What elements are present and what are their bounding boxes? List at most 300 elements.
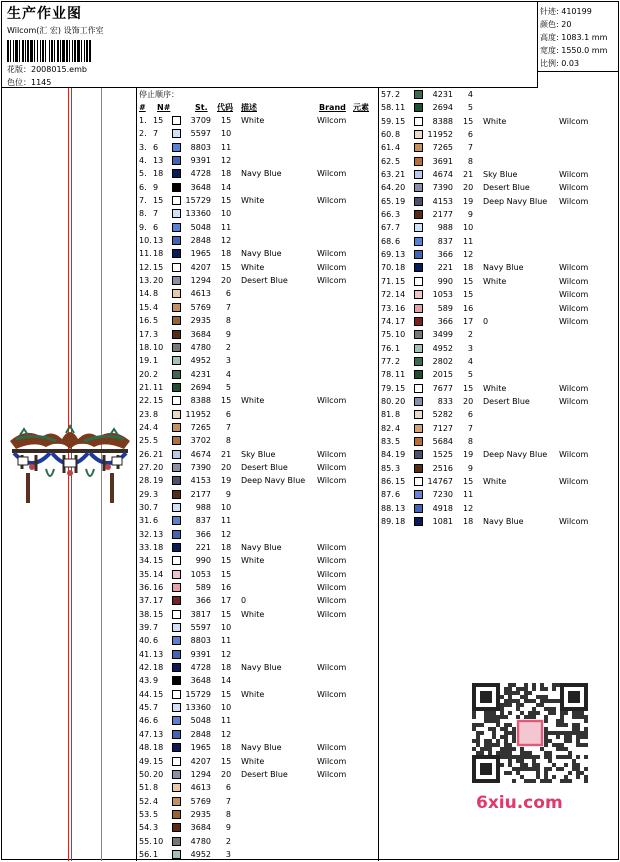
row-needle: 3	[395, 463, 401, 473]
row-code: 17	[463, 316, 474, 326]
table-row	[379, 115, 618, 128]
qr-module	[552, 743, 556, 747]
row-code: 5	[467, 370, 473, 380]
color-swatch	[172, 690, 181, 699]
row-code: 8	[467, 436, 473, 446]
table-row	[137, 808, 378, 821]
row-code: 9	[225, 329, 231, 339]
row-code: 4	[225, 369, 231, 379]
color-swatch	[172, 837, 181, 846]
row-description: Sky Blue	[241, 449, 276, 459]
row-index: 7.	[139, 196, 147, 206]
row-code: 3	[225, 849, 231, 859]
row-stitches: 2848	[190, 236, 211, 246]
qr-module	[572, 711, 576, 715]
row-needle: 5	[153, 436, 159, 446]
table-row	[379, 502, 618, 515]
row-index: 21.	[139, 382, 152, 392]
row-stitches: 3648	[190, 182, 211, 192]
row-needle: 18	[153, 663, 164, 673]
watermark-site: 6xiu.com	[476, 793, 563, 813]
qr-module	[556, 743, 560, 747]
row-index: 80.	[381, 396, 394, 406]
qr-module	[520, 703, 524, 707]
row-stitches: 7265	[190, 422, 211, 432]
row-description: White	[241, 556, 265, 566]
qr-module	[584, 755, 588, 759]
qr-module	[520, 767, 524, 771]
row-description: White	[483, 476, 507, 486]
row-stitches: 3499	[432, 330, 453, 340]
row-code: 2	[467, 330, 473, 340]
qr-module	[532, 763, 536, 767]
row-index: 34.	[139, 556, 152, 566]
table-row	[137, 434, 378, 447]
row-stitches: 3684	[190, 823, 211, 833]
color-swatch	[172, 276, 181, 285]
row-stitches: 589	[195, 583, 211, 593]
row-index: 50.	[139, 769, 152, 779]
row-needle: 11	[153, 382, 164, 392]
row-index: 88.	[381, 503, 394, 513]
qr-module	[512, 735, 516, 739]
qr-module	[504, 735, 508, 739]
qr-module	[552, 699, 556, 703]
col-header-index: #	[139, 103, 146, 112]
row-brand: Wilcom	[559, 383, 589, 393]
row-needle: 15	[395, 276, 406, 286]
qr-module	[572, 763, 576, 767]
table-row	[137, 127, 378, 140]
row-code: 15	[463, 476, 474, 486]
row-index: 41.	[139, 649, 152, 659]
qr-module	[564, 739, 568, 743]
row-needle: 4	[395, 143, 401, 153]
col-header-brand: Brand	[319, 103, 346, 112]
row-needle: 5	[395, 156, 401, 166]
row-stitches: 4728	[190, 663, 211, 673]
row-brand: Wilcom	[317, 449, 347, 459]
row-stitches: 4952	[190, 356, 211, 366]
row-needle: 4	[395, 423, 401, 433]
qr-module	[516, 755, 520, 759]
col-header-code: 代码	[217, 103, 233, 112]
row-index: 25.	[139, 436, 152, 446]
row-needle: 3	[395, 210, 401, 220]
row-needle: 11	[395, 370, 406, 380]
qr-module	[512, 755, 516, 759]
row-brand: Wilcom	[317, 262, 347, 272]
qr-module	[556, 683, 560, 687]
seal-stamp-icon	[518, 721, 542, 745]
table-row	[379, 101, 618, 114]
row-code: 15	[221, 196, 232, 206]
table-row	[379, 155, 618, 168]
color-swatch	[414, 477, 423, 486]
row-needle: 21	[153, 449, 164, 459]
row-description: Desert Blue	[241, 462, 288, 472]
qr-module	[576, 755, 580, 759]
row-code: 15	[221, 609, 232, 619]
color-swatch	[414, 304, 423, 313]
qr-module	[504, 703, 508, 707]
row-index: 62.	[381, 156, 394, 166]
row-code: 11	[221, 716, 232, 726]
qr-module	[564, 731, 568, 735]
row-needle: 15	[395, 383, 406, 393]
qr-module	[556, 699, 560, 703]
qr-module	[548, 731, 552, 735]
row-code: 12	[221, 236, 232, 246]
row-index: 30.	[139, 502, 152, 512]
row-code: 7	[225, 302, 231, 312]
qr-module	[540, 747, 544, 751]
qr-module	[552, 763, 556, 767]
row-index: 51.	[139, 783, 152, 793]
embroidery-design-thumbnail	[6, 423, 134, 513]
qr-module	[552, 711, 556, 715]
color-swatch	[414, 103, 423, 112]
color-swatch	[172, 423, 181, 432]
qr-module	[508, 695, 512, 699]
qr-module	[516, 767, 520, 771]
row-needle: 11	[395, 103, 406, 113]
table-row	[379, 235, 618, 248]
qr-module	[572, 715, 576, 719]
col-header-needle: N#	[157, 103, 171, 112]
qr-module	[544, 767, 548, 771]
qr-module	[580, 771, 584, 775]
qr-module	[556, 767, 560, 771]
table-row	[137, 568, 378, 581]
row-needle: 13	[153, 529, 164, 539]
row-code: 15	[463, 116, 474, 126]
table-row	[379, 422, 618, 435]
qr-module	[536, 703, 540, 707]
table-title: 停止顺序：	[139, 90, 179, 99]
color-swatch	[172, 650, 181, 659]
qr-module	[508, 743, 512, 747]
row-brand: Wilcom	[317, 476, 347, 486]
qr-module	[524, 755, 528, 759]
row-brand: Wilcom	[559, 196, 589, 206]
qr-module	[564, 723, 568, 727]
col-header-element: 元素	[353, 103, 369, 112]
row-stitches: 15729	[185, 196, 211, 206]
table-row	[379, 448, 618, 461]
table-row	[137, 341, 378, 354]
row-needle: 8	[153, 409, 159, 419]
row-stitches: 4780	[190, 836, 211, 846]
color-swatch	[414, 517, 423, 526]
row-code: 6	[225, 783, 231, 793]
qr-module	[528, 715, 532, 719]
row-code: 12	[463, 503, 474, 513]
qr-module	[556, 747, 560, 751]
row-code: 19	[463, 450, 474, 460]
color-swatch	[414, 437, 423, 446]
color-swatch	[172, 663, 181, 672]
row-stitches: 1053	[190, 569, 211, 579]
row-needle: 5	[395, 436, 401, 446]
table-row	[137, 755, 378, 768]
row-index: 19.	[139, 356, 152, 366]
color-swatch	[172, 196, 181, 205]
row-code: 11	[463, 490, 474, 500]
row-stitches: 589	[437, 303, 453, 313]
barcode	[7, 40, 134, 62]
table-row	[379, 408, 618, 421]
qr-module	[532, 683, 536, 687]
row-brand: Wilcom	[559, 316, 589, 326]
qr-module	[536, 763, 540, 767]
qr-module	[500, 711, 504, 715]
page-title: 生产作业图	[7, 6, 82, 22]
row-index: 86.	[381, 476, 394, 486]
qr-module	[532, 759, 536, 763]
color-swatch	[414, 157, 423, 166]
table-row	[379, 128, 618, 141]
qr-module	[528, 691, 532, 695]
row-stitches: 5048	[190, 222, 211, 232]
qr-module	[544, 687, 548, 691]
color-swatch	[414, 330, 423, 339]
qr-module	[504, 691, 508, 695]
row-brand: Wilcom	[317, 756, 347, 766]
row-index: 70.	[381, 263, 394, 273]
table-body-left	[137, 114, 378, 861]
row-stitches: 3702	[190, 436, 211, 446]
row-stitches: 4231	[190, 369, 211, 379]
row-needle: 13	[153, 649, 164, 659]
qr-module	[556, 723, 560, 727]
row-index: 31.	[139, 516, 152, 526]
color-swatch	[172, 716, 181, 725]
qr-module	[492, 711, 496, 715]
row-stitches: 366	[437, 250, 453, 260]
row-needle: 7	[153, 129, 159, 139]
qr-module	[540, 687, 544, 691]
row-index: 16.	[139, 316, 152, 326]
qr-module	[576, 771, 580, 775]
qr-module	[544, 707, 548, 711]
row-code: 18	[221, 663, 232, 673]
table-row	[137, 528, 378, 541]
qr-module	[584, 731, 588, 735]
row-description: White	[241, 396, 265, 406]
qr-module	[520, 711, 524, 715]
qr-module	[536, 755, 540, 759]
table-row	[137, 648, 378, 661]
qr-module	[492, 735, 496, 739]
qr-module	[476, 723, 480, 727]
row-needle: 20	[153, 462, 164, 472]
row-brand: Wilcom	[317, 169, 347, 179]
qr-module	[572, 727, 576, 731]
qr-module	[564, 755, 568, 759]
row-code: 10	[221, 623, 232, 633]
row-needle: 6	[153, 636, 159, 646]
row-stitches: 7265	[432, 143, 453, 153]
table-row	[137, 581, 378, 594]
row-index: 64.	[381, 183, 394, 193]
qr-module	[568, 735, 572, 739]
row-stitches: 7127	[432, 423, 453, 433]
row-needle: 13	[395, 503, 406, 513]
qr-module	[580, 715, 584, 719]
qr-module	[572, 767, 576, 771]
row-needle: 7	[153, 623, 159, 633]
qr-module	[540, 699, 544, 703]
color-swatch	[414, 197, 423, 206]
barcode-bar	[91, 40, 92, 62]
qr-module	[508, 751, 512, 755]
qr-module	[568, 771, 572, 775]
qr-module	[580, 735, 584, 739]
qr-module	[580, 711, 584, 715]
row-brand: Wilcom	[317, 596, 347, 606]
row-stitches: 8388	[190, 396, 211, 406]
row-stitches: 4780	[190, 342, 211, 352]
qr-module	[560, 755, 564, 759]
row-code: 6	[467, 130, 473, 140]
row-index: 33.	[139, 543, 152, 552]
row-code: 19	[463, 196, 474, 206]
row-description: White	[241, 609, 265, 619]
table-row	[137, 541, 378, 554]
row-index: 78.	[381, 370, 394, 380]
color-swatch	[172, 730, 181, 739]
row-brand: Wilcom	[317, 769, 347, 779]
row-code: 11	[221, 142, 232, 152]
col-header-description: 描述	[241, 103, 257, 112]
row-description: 0	[241, 596, 247, 606]
qr-module	[520, 687, 524, 691]
row-needle: 18	[153, 543, 164, 552]
color-swatch	[414, 370, 423, 379]
qr-module	[584, 715, 588, 719]
row-index: 58.	[381, 103, 394, 113]
color-swatch	[414, 130, 423, 139]
table-row	[379, 221, 618, 234]
row-description: Desert Blue	[241, 769, 288, 779]
qr-module	[576, 715, 580, 719]
row-stitches: 3684	[190, 329, 211, 339]
row-description: Desert Blue	[483, 396, 530, 406]
row-description: White	[241, 689, 265, 699]
row-code: 15	[463, 276, 474, 286]
row-stitches: 2935	[190, 316, 211, 326]
table-row	[137, 688, 378, 701]
row-code: 6	[467, 410, 473, 420]
row-index: 3.	[139, 142, 147, 152]
row-needle: 4	[153, 796, 159, 806]
table-row	[379, 515, 618, 528]
row-needle: 15	[395, 476, 406, 486]
row-stitches: 4918	[432, 503, 453, 513]
row-stitches: 14767	[427, 476, 453, 486]
row-stitches: 4674	[432, 170, 453, 180]
qr-module	[564, 747, 568, 751]
row-description: Navy Blue	[483, 263, 524, 273]
qr-module	[492, 715, 496, 719]
table-row	[137, 674, 378, 687]
row-brand: Wilcom	[317, 196, 347, 206]
row-stitches: 1965	[190, 249, 211, 259]
qr-module	[560, 747, 564, 751]
row-stitches: 7230	[432, 490, 453, 500]
color-swatch	[414, 397, 423, 406]
qr-module	[476, 739, 480, 743]
qr-module	[540, 703, 544, 707]
row-index: 43.	[139, 676, 152, 686]
color-swatch	[414, 317, 423, 326]
row-index: 14.	[139, 289, 152, 299]
qr-module	[556, 735, 560, 739]
row-code: 3	[225, 356, 231, 366]
row-needle: 7	[153, 209, 159, 219]
color-swatch	[172, 610, 181, 619]
row-stitches: 833	[437, 396, 453, 406]
qr-module	[532, 687, 536, 691]
row-code: 9	[225, 489, 231, 499]
table-row	[137, 488, 378, 501]
qr-module	[544, 779, 548, 783]
qr-module	[532, 711, 536, 715]
qr-module	[472, 739, 476, 743]
table-row	[379, 88, 618, 101]
row-code: 18	[221, 543, 232, 552]
qr-module	[568, 731, 572, 735]
qr-module	[484, 711, 488, 715]
color-swatch	[414, 170, 423, 179]
table-row	[379, 355, 618, 368]
color-swatch	[172, 209, 181, 218]
qr-module	[472, 723, 476, 727]
stats-panel	[538, 2, 618, 72]
row-stitches: 2802	[432, 356, 453, 366]
row-code: 4	[467, 356, 473, 366]
row-brand: Wilcom	[559, 263, 589, 273]
color-swatch	[172, 596, 181, 605]
row-stitches: 3817	[190, 609, 211, 619]
qr-module	[504, 747, 508, 751]
row-stitches: 4674	[190, 449, 211, 459]
row-needle: 4	[153, 422, 159, 432]
qr-module	[544, 739, 548, 743]
qr-module	[532, 779, 536, 783]
color-swatch	[172, 236, 181, 245]
row-code: 10	[221, 209, 232, 219]
qr-module	[516, 759, 520, 763]
row-needle: 6	[153, 516, 159, 526]
row-needle: 13	[153, 156, 164, 166]
row-stitches: 5769	[190, 302, 211, 312]
qr-module	[508, 699, 512, 703]
qr-module	[500, 751, 504, 755]
qr-module	[544, 755, 548, 759]
qr-module	[524, 691, 528, 695]
qr-module	[580, 731, 584, 735]
qr-module	[508, 759, 512, 763]
qr-module	[556, 755, 560, 759]
qr-module	[508, 747, 512, 751]
row-index: 6.	[139, 182, 147, 192]
qr-module	[508, 723, 512, 727]
row-stitches: 8388	[432, 116, 453, 126]
row-needle: 13	[153, 729, 164, 739]
row-needle: 18	[153, 743, 164, 753]
